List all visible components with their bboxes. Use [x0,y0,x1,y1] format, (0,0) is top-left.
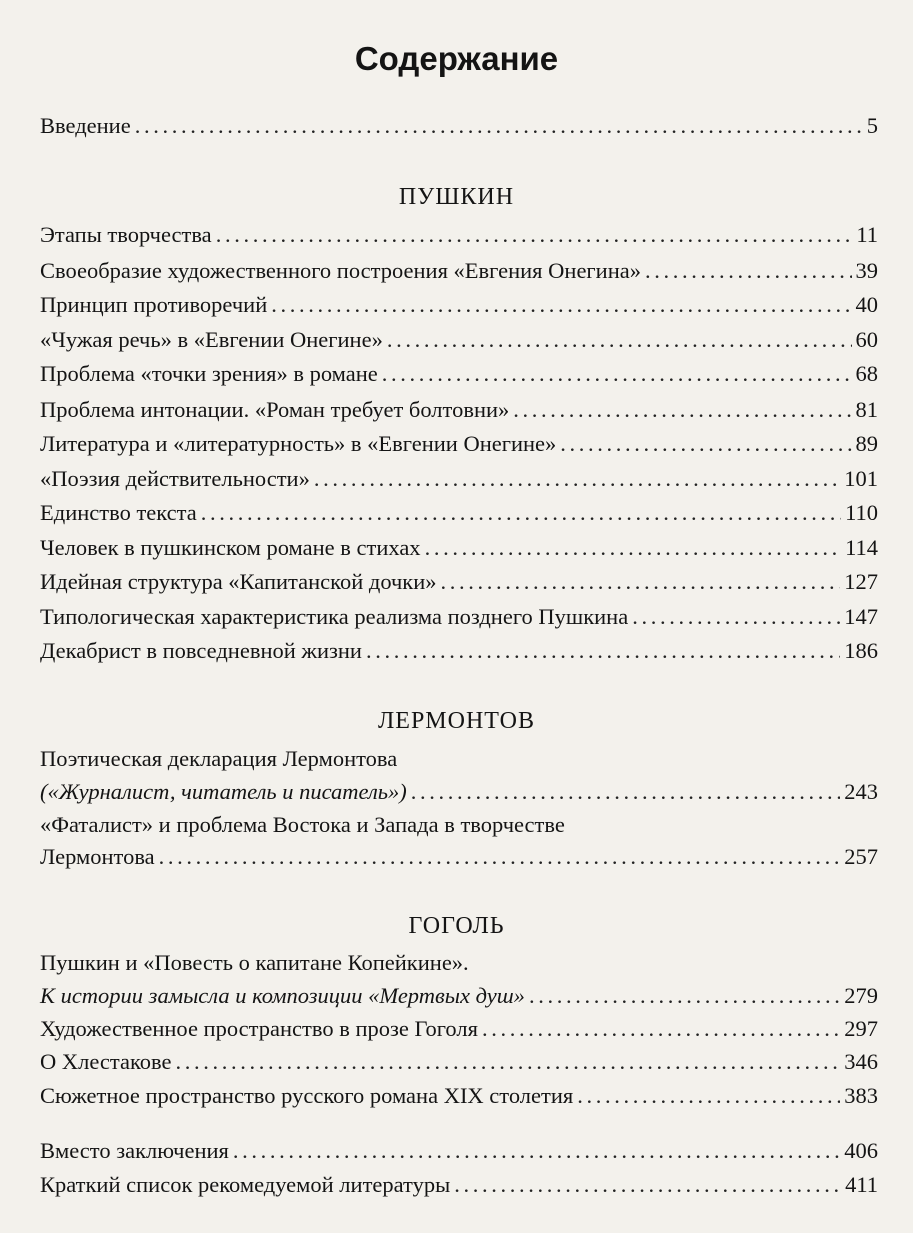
leader-dots [387,327,852,353]
leader-dots [441,569,841,595]
toc-entry-page: 110 [845,500,878,525]
toc-entry-page: 89 [855,431,878,456]
toc-entry [40,1016,878,1042]
leader-dots [513,397,851,423]
toc-entry-page: 186 [844,638,878,663]
toc-entry [40,569,878,595]
leader-dots [577,1083,840,1109]
toc-entry [40,1138,878,1164]
toc-entry-label: Сюжетное пространство русского романа XIX столетия [40,1083,574,1108]
leader-dots [411,779,841,805]
toc-entry-line: «Фаталист» и проблема Востока и Запада в творчестве [40,812,565,837]
section-heading-pushkin: ПУШКИН [398,184,515,210]
toc-entry-label: Единство текста [40,500,197,525]
leader-dots [454,1172,841,1198]
toc-entry-intro [40,113,878,139]
toc-entry-label: Этапы творчества [40,222,212,247]
toc-entry [40,983,878,1009]
toc-entry [40,779,878,805]
toc-entry-page: 60 [855,327,878,352]
toc-entry [40,292,878,318]
toc-entry-page: 346 [844,1049,878,1074]
toc-entry [40,844,878,870]
toc-entry-label: Вместо заключения [40,1138,229,1163]
toc-entry-page: 114 [845,535,878,560]
toc-entry-label: Декабрист в повседневной жизни [40,638,362,663]
toc-entry-label: «Поэзия действительности» [40,466,310,491]
leader-dots [482,1016,840,1042]
toc-entry [40,327,878,353]
toc-entry-label: Проблема интонации. «Роман требует болтовни» [40,397,510,422]
leader-dots [314,466,840,492]
toc-entry [40,500,878,526]
section-heading-gogol: ГОГОЛЬ [408,913,505,939]
toc-entry-page: 147 [844,604,878,629]
toc-entry-page: 257 [844,844,878,869]
leader-dots [135,113,863,139]
toc-entry [40,1049,878,1075]
leader-dots [216,222,853,248]
toc-entry-page: 68 [855,361,878,386]
toc-entry-label: «Чужая речь» в «Евгении Онегине» [40,327,383,352]
toc-entry-label: Принцип противоречий [40,292,268,317]
toc-entry-label: Типологическая характеристика реализма позднего Пушкина [40,604,629,629]
leader-dots [233,1138,840,1164]
leader-dots [201,500,841,526]
toc-entry-label: О Хлестакове [40,1049,172,1074]
toc-entry-line: Пушкин и «Повесть о капитане Копейкине». [40,950,469,975]
toc-entry-page: 411 [845,1172,878,1197]
toc-entry-label: Литература и «литературность» в «Евгении Онегине» [40,431,557,456]
toc-entry [40,258,878,284]
leader-dots [425,535,842,561]
toc-entry-page: 406 [844,1138,878,1163]
toc-entry-label: К истории замысла и композиции «Мертвых душ» [40,983,525,1008]
toc-entry-page: 243 [844,779,878,804]
toc-entry-page: 11 [856,222,878,247]
toc-entry [40,638,878,664]
toc-entry [40,361,878,387]
toc-entry-label: Краткий список рекомедуемой литературы [40,1172,451,1197]
toc-entry-page: 5 [866,113,878,138]
toc-entry-page: 40 [855,292,878,317]
toc-entry [40,535,878,561]
toc-entry-label: («Журналист, читатель и писатель») [40,779,407,804]
toc-entry-page: 101 [844,466,878,491]
leader-dots [560,431,851,457]
toc-entry [40,466,878,492]
toc-entry-label: Художественное пространство в прозе Гоголя [40,1016,478,1041]
leader-dots [632,604,840,630]
leader-dots [645,258,852,284]
leader-dots [176,1049,841,1075]
leader-dots [529,983,840,1009]
toc-entry-label: Своеобразие художественного построения «Евгения Онегина» [40,258,641,283]
toc-entry-label: Проблема «точки зрения» в романе [40,361,378,386]
toc-entry-page: 279 [844,983,878,1008]
toc-entry [40,1172,878,1198]
toc-entry-page: 127 [844,569,878,594]
toc-entry-label: Идейная структура «Капитанской дочки» [40,569,437,594]
toc-entry-page: 39 [855,258,878,283]
leader-dots [366,638,840,664]
toc-entry-label: Человек в пушкинском романе в стихах [40,535,421,560]
toc-entry-label: Введение [40,113,131,138]
toc-entry-page: 297 [844,1016,878,1041]
toc-entry [40,222,878,248]
page-title: Содержание [354,40,559,77]
toc-entry [40,1083,878,1109]
toc-entry-page: 81 [855,397,878,422]
toc-entry-label: Лермонтова [40,844,155,869]
section-heading-lermontov: ЛЕРМОНТОВ [378,708,535,734]
toc-entry-line: Поэтическая декларация Лермонтова [40,746,398,771]
leader-dots [159,844,841,870]
toc-entry-page: 383 [844,1083,878,1108]
leader-dots [271,292,851,318]
toc-entry [40,604,878,630]
toc-entry [40,397,878,423]
toc-entry [40,431,878,457]
leader-dots [382,361,852,387]
